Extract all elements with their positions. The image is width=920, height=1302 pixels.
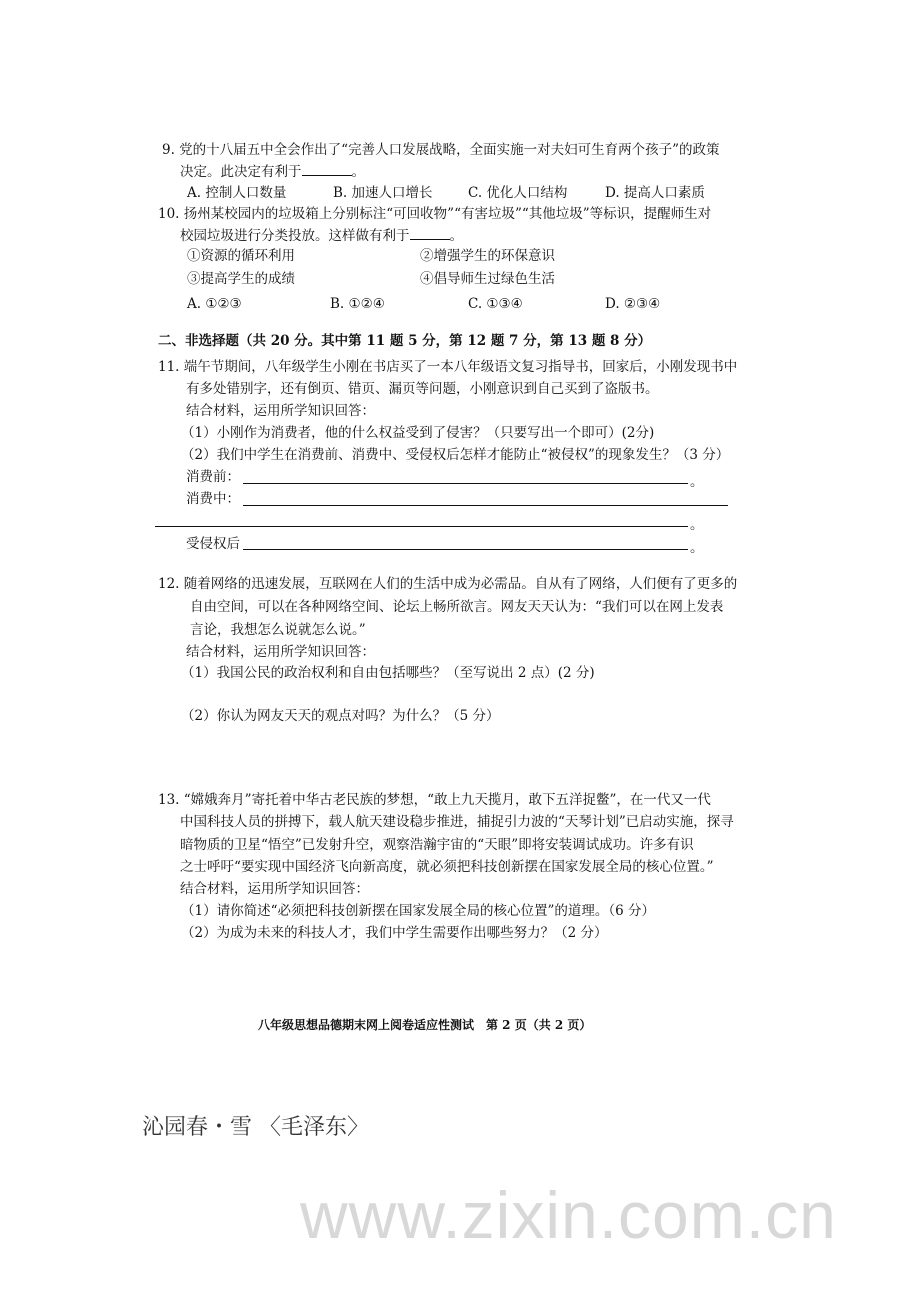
- q12-sub1: （1）我国公民的政治权利和自由包括哪些？（至写说出 2 点）(2 分): [181, 665, 595, 681]
- q10-option-c: C. ①③④: [468, 296, 523, 312]
- watermark: www.zixin.com.cn: [300, 1178, 837, 1252]
- q13-line4: 之士呼吁“要实现中国经济飞向新高度，就必须把科技创新摆在国家发展全局的核心位置。”: [180, 859, 714, 875]
- q13-line1: 13. “嫦娥奔月”寄托着中华古老民族的梦想，“敢上九天揽月，敢下五洋捉鳖”，在一代又一代: [158, 792, 711, 808]
- q9-line2: [180, 162, 365, 181]
- q12-sub2: （2）你认为网友天天的观点对吗？为什么？（5 分）: [181, 708, 500, 724]
- answer-line-before[interactable]: [243, 483, 688, 484]
- answer-line-after[interactable]: [243, 549, 688, 550]
- q10-option-d: D. ②③④: [605, 296, 661, 312]
- q9-option-c: C. 优化人口结构: [468, 185, 568, 201]
- q10-option-a: A. ①②③: [187, 296, 242, 312]
- section-heading: 二、非选择题（共 20 分。其中第 11 题 5 分，第 12 题 7 分，第 13 题 8 分）: [158, 333, 652, 349]
- q11-sub1: （1）小刚作为消费者，他的什么权益受到了侵害？（只要写出一个即可）(2分): [181, 425, 655, 441]
- q12-line4: 结合材料，运用所学知识回答：: [186, 644, 375, 660]
- q13-line2: 中国科技人员的拼搏下，载人航天建设稳步推进，捕捉引力波的“天琴计划”已启动实施，探寻: [180, 814, 734, 830]
- q9-option-b: B. 加速人口增长: [333, 185, 433, 201]
- q9-option-a: A. 控制人口数量: [187, 185, 287, 201]
- q13-sub2: （2）为成为未来的科技人才，我们中学生需要作出哪些努力？（2 分）: [181, 925, 608, 941]
- answer-blank[interactable]: [410, 226, 450, 240]
- answer-line-during-2[interactable]: [155, 526, 688, 527]
- page-footer: 八年级思想品德期末网上阅卷适应性测试 第 2 页（共 2 页）: [258, 1018, 592, 1032]
- q11-during-label: 消费中：: [186, 491, 240, 507]
- q13-line5: 结合材料，运用所学知识回答：: [180, 881, 369, 897]
- q10-item-2: ②增强学生的环保意识: [420, 248, 555, 264]
- q11-sub2: （2）我们中学生在消费前、消费中、受侵权后怎样才能防止“被侵权”的现象发生？（3 分）: [181, 447, 730, 463]
- q13-sub1: （1）请你简述“必须把科技创新摆在国家发展全局的核心位置”的道理。（6 分）: [181, 903, 656, 919]
- q9-stem: 决定。此决定有利于: [180, 164, 302, 180]
- q10-item-3: ③提高学生的成绩: [187, 271, 295, 287]
- q10-stem: 校园垃圾进行分类投放。这样做有利于: [180, 228, 410, 244]
- q11-end-3: 。: [690, 540, 704, 556]
- q12-line1: 12. 随着网络的迅速发展，互联网在人们的生活中成为必需品。自从有了网络，人们便有了更多的: [158, 576, 738, 592]
- q11-before-label: 消费前：: [186, 469, 240, 485]
- q10-item-4: ④倡导师生过绿色生活: [420, 271, 555, 287]
- q11-end-1: 。: [690, 474, 704, 490]
- poem-title: 沁园春・雪 〈毛泽东〉: [142, 1115, 369, 1140]
- q11-line2: 有多处错别字，还有倒页、错页、漏页等问题，小刚意识到自己买到了盗版书。: [186, 381, 659, 397]
- answer-line-during[interactable]: [243, 505, 728, 506]
- q9-option-d: D. 提高人口素质: [605, 185, 705, 201]
- q10-item-1: ①资源的循环利用: [187, 248, 295, 264]
- q9-line1: 9. 党的十八届五中全会作出了“完善人口发展战略，全面实施一对夫妇可生育两个孩子”的政策: [162, 142, 720, 158]
- q11-line1: 11. 端午节期间，八年级学生小刚在书店买了一本八年级语文复习指导书，回家后，小刚发现书中: [158, 359, 738, 375]
- q10-line2: [180, 226, 463, 245]
- q13-line3: 暗物质的卫星“悟空”已发射升空，观察浩瀚宇宙的“天眼”即将安装调试成功。许多有识: [180, 837, 694, 853]
- q10-end: 。: [449, 228, 463, 244]
- q12-line3: 言论，我想怎么说就怎么说。”: [190, 622, 366, 638]
- q11-after-label: 受侵权后: [186, 536, 240, 552]
- q10-option-b: B. ①②④: [330, 296, 385, 312]
- q9-end: 。: [351, 164, 365, 180]
- q10-line1: 10. 扬州某校园内的垃圾箱上分别标注“可回收物”“有害垃圾”“其他垃圾”等标识，提醒师生对: [158, 206, 712, 222]
- q11-end-2: 。: [690, 517, 704, 533]
- answer-blank[interactable]: [302, 162, 352, 176]
- q12-line2: 自由空间，可以在各种网络空间、论坛上畅所欲言。网友天天认为：“我们可以在网上发表: [190, 599, 724, 615]
- q11-line3: 结合材料，运用所学知识回答：: [186, 403, 375, 419]
